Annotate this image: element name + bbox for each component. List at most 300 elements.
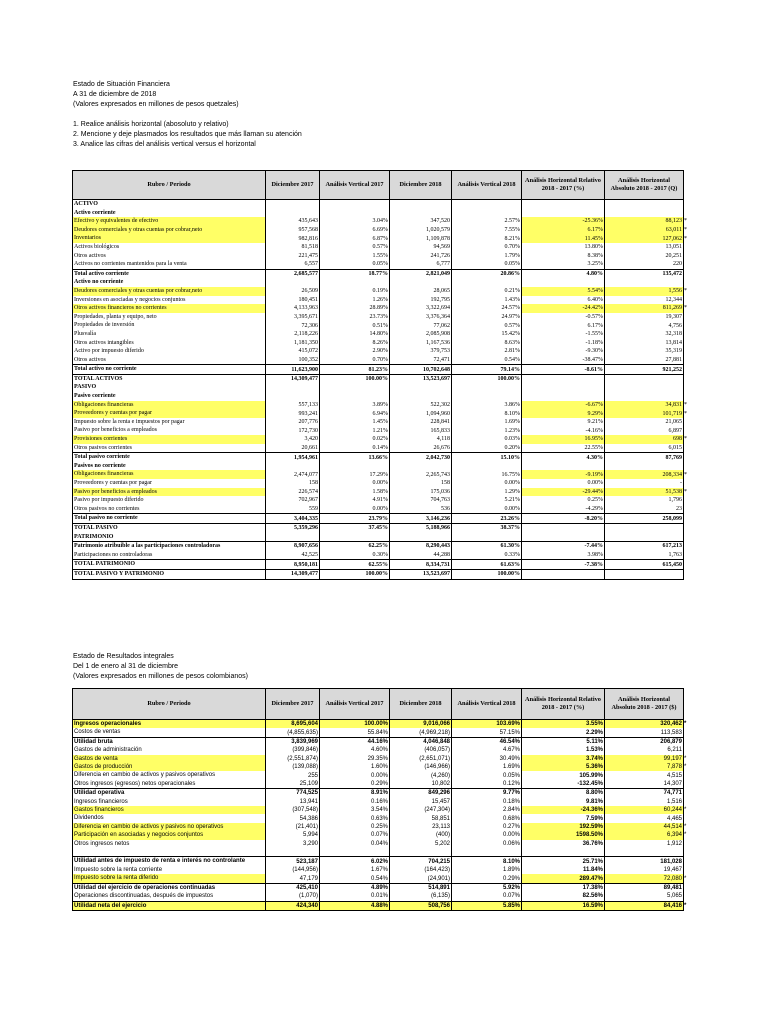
cell-av2018: 2.84% xyxy=(452,806,522,814)
row-label: Activo no corriente xyxy=(73,278,266,287)
highlight-mark: * xyxy=(684,436,687,443)
cell-ah-abs: 14,307 xyxy=(605,780,684,789)
cell-dic2017: 20,661 xyxy=(266,444,320,453)
cell-av2018: 5.85% xyxy=(452,901,522,910)
highlight-mark xyxy=(684,383,697,392)
table-row xyxy=(73,470,697,479)
row-label: Diferencia en cambio de activos y pasivos no operativos xyxy=(73,823,266,831)
cell-dic2018: (2,651,071) xyxy=(390,755,452,763)
cell-dic2017: 172,730 xyxy=(266,426,320,435)
cell-dic2018: 15,457 xyxy=(390,798,452,806)
row-label: Total pasivo corriente xyxy=(73,453,266,462)
table-row xyxy=(73,453,697,462)
cell-av2018: 0.70% xyxy=(452,243,522,252)
row-label: TOTAL PASIVO Y PATRIMONIO xyxy=(73,569,266,579)
highlight-mark xyxy=(684,339,697,348)
cell-ah-rel: -24.42% xyxy=(522,304,605,313)
cell-av2018: 100.00% xyxy=(452,569,522,579)
row-label: Dividendos xyxy=(73,814,266,822)
income-statement-table xyxy=(72,688,696,911)
cell-av2017: 18.77% xyxy=(320,269,390,278)
cell-ah-abs: 44,514 xyxy=(605,823,684,831)
row-label: Otros activos xyxy=(73,356,266,365)
cell-ah-rel: -7.38% xyxy=(522,560,605,570)
row-label: Utilidad operativa xyxy=(73,789,266,798)
row-label: Otros ingresos netos xyxy=(73,840,266,848)
highlight-mark xyxy=(684,313,697,322)
cell-ah-abs: 811,269 xyxy=(605,304,684,313)
row-label: Utilidad antes de impuesto de renta e interés no controlante xyxy=(73,857,266,866)
cell-dic2017: 3,395,671 xyxy=(266,313,320,322)
cell-ah-rel: -0.57% xyxy=(522,313,605,322)
table-row xyxy=(73,823,697,831)
table-row xyxy=(73,763,697,771)
cell-av2017: 13.66% xyxy=(320,453,390,462)
cell-ah-rel: 7.59% xyxy=(522,814,605,822)
cell-dic2017: 993,241 xyxy=(266,409,320,418)
row-label: Deudores comerciales y otras cuentas por cobrar,neto xyxy=(73,287,266,296)
cell-ah-rel: -4.16% xyxy=(522,426,605,435)
highlight-mark xyxy=(684,560,697,570)
highlight-mark xyxy=(684,418,697,427)
cell-av2017: 0.05% xyxy=(320,260,390,269)
cell-ah-abs: 615,450 xyxy=(605,560,684,570)
highlight-mark xyxy=(684,857,697,866)
cell-av2017: 17.29% xyxy=(320,470,390,479)
cell-dic2018: 58,851 xyxy=(390,814,452,822)
cell-dic2017: 14,309,477 xyxy=(266,374,320,383)
cell-ah-abs: 101,719 xyxy=(605,409,684,418)
cell-ah-abs: 88,123 xyxy=(605,217,684,226)
table-row xyxy=(73,806,697,814)
cell-dic2017: 255 xyxy=(266,771,320,779)
cell-dic2017: (139,088) xyxy=(266,763,320,771)
cell-av2017: 3.89% xyxy=(320,401,390,410)
cell-ah-rel: 22.55% xyxy=(522,444,605,453)
row-label: Gastos de venta xyxy=(73,755,266,763)
cell-dic2017: (307,548) xyxy=(266,806,320,814)
highlight-mark: * xyxy=(684,807,687,814)
cell-dic2017: 54,386 xyxy=(266,814,320,822)
highlight-mark xyxy=(684,569,697,579)
col-header-av2018: Análisis Vertical 2018 xyxy=(452,171,522,200)
cell-av2017: 100.00% xyxy=(320,374,390,383)
row-label: Utilidad bruta xyxy=(73,737,266,746)
cell-ah-rel: -4.29% xyxy=(522,505,605,514)
row-label: Participación en asociadas y negocios conjuntos xyxy=(73,831,266,839)
header-line: (Valores expresados en millones de pesos quetzales) xyxy=(73,101,239,108)
cell-av2018 xyxy=(452,462,522,471)
cell-dic2018: 6,777 xyxy=(390,260,452,269)
table-row xyxy=(73,392,697,401)
col-header-dic2017: Diciembre 2017 xyxy=(266,689,320,720)
cell-dic2017: 424,340 xyxy=(266,901,320,910)
cell-av2017: 0.30% xyxy=(320,551,390,560)
cell-dic2018: 192,795 xyxy=(390,296,452,305)
table-row xyxy=(73,278,697,287)
row-label: Otros pasivos corrientes xyxy=(73,444,266,453)
table-row xyxy=(73,746,697,754)
row-label: Activo por impuesto diferido xyxy=(73,347,266,356)
cell-ah-rel xyxy=(522,200,605,209)
cell-av2018: 0.18% xyxy=(452,798,522,806)
cell-av2017: 1.55% xyxy=(320,252,390,261)
cell-dic2017 xyxy=(266,200,320,209)
cell-av2017: 6.69% xyxy=(320,226,390,235)
cell-av2017: 2.90% xyxy=(320,347,390,356)
table-row xyxy=(73,383,697,392)
cell-ah-abs: 208,334 xyxy=(605,470,684,479)
cell-ah-rel: 11.84% xyxy=(522,866,605,874)
cell-dic2017 xyxy=(266,278,320,287)
highlight-mark xyxy=(684,392,697,401)
table-row xyxy=(73,505,697,514)
cell-dic2018: 536 xyxy=(390,505,452,514)
cell-av2018: 2.81% xyxy=(452,347,522,356)
cell-dic2017: 3,290 xyxy=(266,840,320,848)
table-row xyxy=(73,798,697,806)
cell-dic2017: 221,475 xyxy=(266,252,320,261)
highlight-mark xyxy=(684,321,697,330)
cell-ah-abs: 4,515 xyxy=(605,771,684,779)
cell-ah-rel: 6.40% xyxy=(522,296,605,305)
row-label: Otros activos financieros no corrientes xyxy=(73,304,266,313)
cell-av2017: 4.91% xyxy=(320,496,390,505)
cell-av2018: 7.55% xyxy=(452,226,522,235)
cell-av2017: 14.80% xyxy=(320,330,390,339)
cell-av2018: 4.67% xyxy=(452,746,522,754)
cell-av2018: 61.63% xyxy=(452,560,522,570)
cell-ah-abs: 74,771 xyxy=(605,789,684,798)
cell-ah-rel: 36.76% xyxy=(522,840,605,848)
cell-ah-abs: 6,897 xyxy=(605,426,684,435)
cell-dic2018: 94,569 xyxy=(390,243,452,252)
cell-av2018: 8.63% xyxy=(452,339,522,348)
cell-av2018 xyxy=(452,392,522,401)
cell-ah-abs xyxy=(605,569,684,579)
cell-av2017: 1.26% xyxy=(320,296,390,305)
col-header-mark xyxy=(684,171,697,200)
highlight-mark xyxy=(684,514,697,524)
col-header-ah-abs: Análisis Horizontal Absoluto 2018 - 2017 ($) xyxy=(605,689,684,720)
cell-dic2018: (4,969,218) xyxy=(390,728,452,737)
header-line: Estado de Resultados integrales xyxy=(73,653,174,660)
cell-ah-abs xyxy=(605,523,684,532)
income-statement-header xyxy=(73,652,248,682)
cell-dic2018: 241,726 xyxy=(390,252,452,261)
highlight-mark xyxy=(684,278,697,287)
table-row xyxy=(73,737,697,746)
table-row xyxy=(73,401,697,410)
cell-ah-rel: 13.80% xyxy=(522,243,605,252)
cell-dic2018: 44,288 xyxy=(390,551,452,560)
cell-av2018: 3.86% xyxy=(452,401,522,410)
cell-dic2018 xyxy=(390,848,452,857)
cell-av2018: 1.79% xyxy=(452,252,522,261)
row-label: Total pasivo no corriente xyxy=(73,514,266,524)
cell-av2018: 100.00% xyxy=(452,374,522,383)
col-header-ah-abs: Análisis Horizontal Absoluto 2018 - 2017 (Q) xyxy=(605,171,684,200)
row-label: TOTAL PATRIMONIO xyxy=(73,560,266,570)
cell-dic2018: 1,109,878 xyxy=(390,234,452,243)
cell-dic2018: 3,322,694 xyxy=(390,304,452,313)
cell-av2017: 0.29% xyxy=(320,780,390,789)
cell-dic2018 xyxy=(390,533,452,542)
cell-av2017: 3.04% xyxy=(320,217,390,226)
cell-dic2018: 26,676 xyxy=(390,444,452,453)
cell-ah-rel: -24.36% xyxy=(522,806,605,814)
col-header-dic2018: Diciembre 2018 xyxy=(390,171,452,200)
cell-dic2017: 5,994 xyxy=(266,831,320,839)
table-row xyxy=(73,296,697,305)
cell-dic2017: 415,072 xyxy=(266,347,320,356)
cell-ah-rel: 289.47% xyxy=(522,874,605,883)
cell-ah-rel xyxy=(522,462,605,471)
col-header-av2017: Análisis Vertical 2017 xyxy=(320,689,390,720)
cell-ah-abs: - xyxy=(605,479,684,488)
cell-dic2018: 10,802 xyxy=(390,780,452,789)
cell-av2018: 1.89% xyxy=(452,866,522,874)
cell-ah-abs: 60,244 xyxy=(605,806,684,814)
cell-ah-abs: 135,472 xyxy=(605,269,684,278)
cell-av2017: 100.00% xyxy=(320,720,390,729)
cell-ah-abs: 220 xyxy=(605,260,684,269)
table-row xyxy=(73,814,697,822)
cell-ah-abs: 6,211 xyxy=(605,746,684,754)
cell-dic2017: (144,956) xyxy=(266,866,320,874)
highlight-mark xyxy=(684,330,697,339)
cell-av2018: 30.49% xyxy=(452,755,522,763)
cell-av2018 xyxy=(452,209,522,218)
cell-av2018: 15.10% xyxy=(452,453,522,462)
cell-ah-rel: 5.36% xyxy=(522,763,605,771)
table-row xyxy=(73,374,697,383)
cell-ah-rel: 8.38% xyxy=(522,252,605,261)
cell-ah-abs: 1,763 xyxy=(605,551,684,560)
highlight-mark: * xyxy=(684,235,687,242)
row-label: Patrimonio atribuible a las participaciones controladoras xyxy=(73,542,266,551)
table-row xyxy=(73,560,697,570)
row-label: ACTIVO xyxy=(73,200,266,209)
row-label: Provisiones corrientes xyxy=(73,435,266,444)
cell-dic2018: 1,094,960 xyxy=(390,409,452,418)
cell-av2017 xyxy=(320,200,390,209)
cell-dic2017: 8,695,604 xyxy=(266,720,320,729)
cell-av2018: 8.21% xyxy=(452,234,522,243)
cell-ah-abs xyxy=(605,209,684,218)
col-header-ah-rel: Análisis Horizontal Relativo 2018 - 2017 (%) xyxy=(522,171,605,200)
cell-dic2018: 4,046,848 xyxy=(390,737,452,746)
cell-ah-abs: 921,252 xyxy=(605,365,684,375)
cell-ah-rel xyxy=(522,848,605,857)
cell-dic2018: 849,296 xyxy=(390,789,452,798)
cell-av2017: 62.25% xyxy=(320,542,390,551)
cell-ah-abs: 51,538 xyxy=(605,488,684,497)
cell-dic2018: (400) xyxy=(390,831,452,839)
cell-ah-rel: 3.55% xyxy=(522,720,605,729)
cell-ah-rel: -38.47% xyxy=(522,356,605,365)
cell-dic2018: 3,146,236 xyxy=(390,514,452,524)
highlight-mark xyxy=(684,533,697,542)
highlight-mark xyxy=(684,426,697,435)
cell-ah-abs: 4,465 xyxy=(605,814,684,822)
cell-ah-rel: 9.81% xyxy=(522,798,605,806)
highlight-mark xyxy=(684,883,697,892)
highlight-mark xyxy=(684,200,697,209)
highlight-mark xyxy=(684,814,697,822)
cell-ah-rel xyxy=(522,278,605,287)
table-row xyxy=(73,542,697,551)
cell-ah-abs: 19,307 xyxy=(605,313,684,322)
row-label: Total activo corriente xyxy=(73,269,266,278)
cell-ah-rel: -9.30% xyxy=(522,347,605,356)
row-label: Pasivo corriente xyxy=(73,392,266,401)
highlight-mark xyxy=(684,848,697,857)
row-label: Proveedores y cuentas por pagar xyxy=(73,409,266,418)
cell-ah-abs: 6,015 xyxy=(605,444,684,453)
cell-av2018: 2.57% xyxy=(452,217,522,226)
cell-ah-rel xyxy=(522,209,605,218)
cell-ah-rel: 6.17% xyxy=(522,321,605,330)
cell-ah-rel: 3.74% xyxy=(522,755,605,763)
cell-av2018: 15.42% xyxy=(452,330,522,339)
row-label: Impuesto sobre la renta diferido xyxy=(73,874,266,883)
cell-dic2018: 72,471 xyxy=(390,356,452,365)
cell-av2018: 103.69% xyxy=(452,720,522,729)
highlight-mark: * xyxy=(684,832,687,839)
cell-av2018: 24.57% xyxy=(452,304,522,313)
cell-ah-abs: 13,814 xyxy=(605,339,684,348)
row-label: Gastos financieros xyxy=(73,806,266,814)
cell-av2017: 6.87% xyxy=(320,234,390,243)
highlight-mark xyxy=(684,444,697,453)
col-header-dic2017: Diciembre 2017 xyxy=(266,171,320,200)
cell-av2017: 0.02% xyxy=(320,435,390,444)
highlight-mark xyxy=(684,374,697,383)
cell-ah-abs: 19,467 xyxy=(605,866,684,874)
cell-av2018: 0.57% xyxy=(452,321,522,330)
cell-av2017: 0.57% xyxy=(320,243,390,252)
cell-av2017: 0.00% xyxy=(320,505,390,514)
highlight-mark xyxy=(684,296,697,305)
table-row xyxy=(73,479,697,488)
cell-av2018: 46.54% xyxy=(452,737,522,746)
table-row xyxy=(73,569,697,579)
row-label: Obligaciones financieras xyxy=(73,401,266,410)
cell-dic2018: 704,215 xyxy=(390,857,452,866)
row-label: Otros activos intangibles xyxy=(73,339,266,348)
balance-sheet-header xyxy=(73,80,302,150)
cell-dic2017: (2,551,874) xyxy=(266,755,320,763)
cell-ah-rel: 16.95% xyxy=(522,435,605,444)
cell-dic2017: 8,950,181 xyxy=(266,560,320,570)
cell-dic2018: (164,423) xyxy=(390,866,452,874)
cell-av2018: 1.29% xyxy=(452,488,522,497)
highlight-mark: * xyxy=(684,764,687,771)
cell-av2017: 23.79% xyxy=(320,514,390,524)
table-row xyxy=(73,409,697,418)
cell-av2018: 0.05% xyxy=(452,260,522,269)
table-row xyxy=(73,260,697,269)
cell-ah-abs: 23 xyxy=(605,505,684,514)
highlight-mark xyxy=(684,365,697,375)
cell-ah-abs: 1,556 xyxy=(605,287,684,296)
cell-dic2018: 23,113 xyxy=(390,823,452,831)
highlight-mark xyxy=(684,252,697,261)
cell-dic2018: 347,520 xyxy=(390,217,452,226)
cell-av2017 xyxy=(320,278,390,287)
cell-dic2018: 175,036 xyxy=(390,488,452,497)
highlight-mark xyxy=(684,789,697,798)
cell-ah-abs: 32,318 xyxy=(605,330,684,339)
cell-dic2017: (399,846) xyxy=(266,746,320,754)
cell-dic2017: 3,420 xyxy=(266,435,320,444)
table-row xyxy=(73,234,697,243)
highlight-mark xyxy=(684,840,697,848)
cell-dic2018: 2,265,743 xyxy=(390,470,452,479)
cell-dic2017: 2,685,577 xyxy=(266,269,320,278)
row-label: Utilidad del ejercicio de operaciones continuadas xyxy=(73,883,266,892)
cell-av2017: 0.16% xyxy=(320,798,390,806)
cell-dic2017: 1,181,350 xyxy=(266,339,320,348)
cell-av2017: 4.60% xyxy=(320,746,390,754)
cell-dic2018: 2,085,908 xyxy=(390,330,452,339)
cell-av2017: 0.00% xyxy=(320,771,390,779)
cell-ah-rel: 0.25% xyxy=(522,496,605,505)
cell-dic2017: 180,451 xyxy=(266,296,320,305)
cell-ah-abs: 5,065 xyxy=(605,892,684,901)
highlight-mark: * xyxy=(684,902,687,909)
cell-ah-rel: 8.80% xyxy=(522,789,605,798)
row-label: Gastos de producción xyxy=(73,763,266,771)
row-label: Impuesto sobre la renta e impuestos por pagar xyxy=(73,418,266,427)
cell-dic2017: 6,557 xyxy=(266,260,320,269)
row-label: Plusvalía xyxy=(73,330,266,339)
cell-ah-rel: 1.53% xyxy=(522,746,605,754)
row-label: Operaciones discontinuadas, después de impuestos xyxy=(73,892,266,901)
cell-ah-rel: 105.99% xyxy=(522,771,605,779)
cell-ah-rel: 82.56% xyxy=(522,892,605,901)
cell-ah-abs xyxy=(605,533,684,542)
highlight-mark xyxy=(684,269,697,278)
row-label: Pasivo por impuesto diferido xyxy=(73,496,266,505)
cell-ah-rel: 0.00% xyxy=(522,479,605,488)
cell-dic2017: 11,623,900 xyxy=(266,365,320,375)
cell-ah-abs: 4,756 xyxy=(605,321,684,330)
cell-ah-rel: 9.21% xyxy=(522,418,605,427)
cell-dic2017 xyxy=(266,848,320,857)
highlight-mark xyxy=(684,347,697,356)
cell-av2017: 0.51% xyxy=(320,321,390,330)
table-row xyxy=(73,252,697,261)
table-row xyxy=(73,831,697,839)
cell-dic2017: 81,518 xyxy=(266,243,320,252)
cell-ah-rel: 17.38% xyxy=(522,883,605,892)
cell-av2017: 55.84% xyxy=(320,728,390,737)
row-label: Otros ingresos (egresos) netos operacionales xyxy=(73,780,266,789)
balance-sheet-table xyxy=(72,170,696,580)
cell-ah-rel xyxy=(522,533,605,542)
table-row xyxy=(73,365,697,375)
cell-ah-rel: -7.44% xyxy=(522,542,605,551)
header-line xyxy=(73,110,302,120)
cell-dic2017: 2,118,226 xyxy=(266,330,320,339)
cell-dic2017: 435,643 xyxy=(266,217,320,226)
cell-av2017: 100.00% xyxy=(320,569,390,579)
col-header-rubro: Rubro / Periodo xyxy=(73,171,266,200)
cell-av2018: 8.10% xyxy=(452,409,522,418)
cell-dic2018: 514,891 xyxy=(390,883,452,892)
